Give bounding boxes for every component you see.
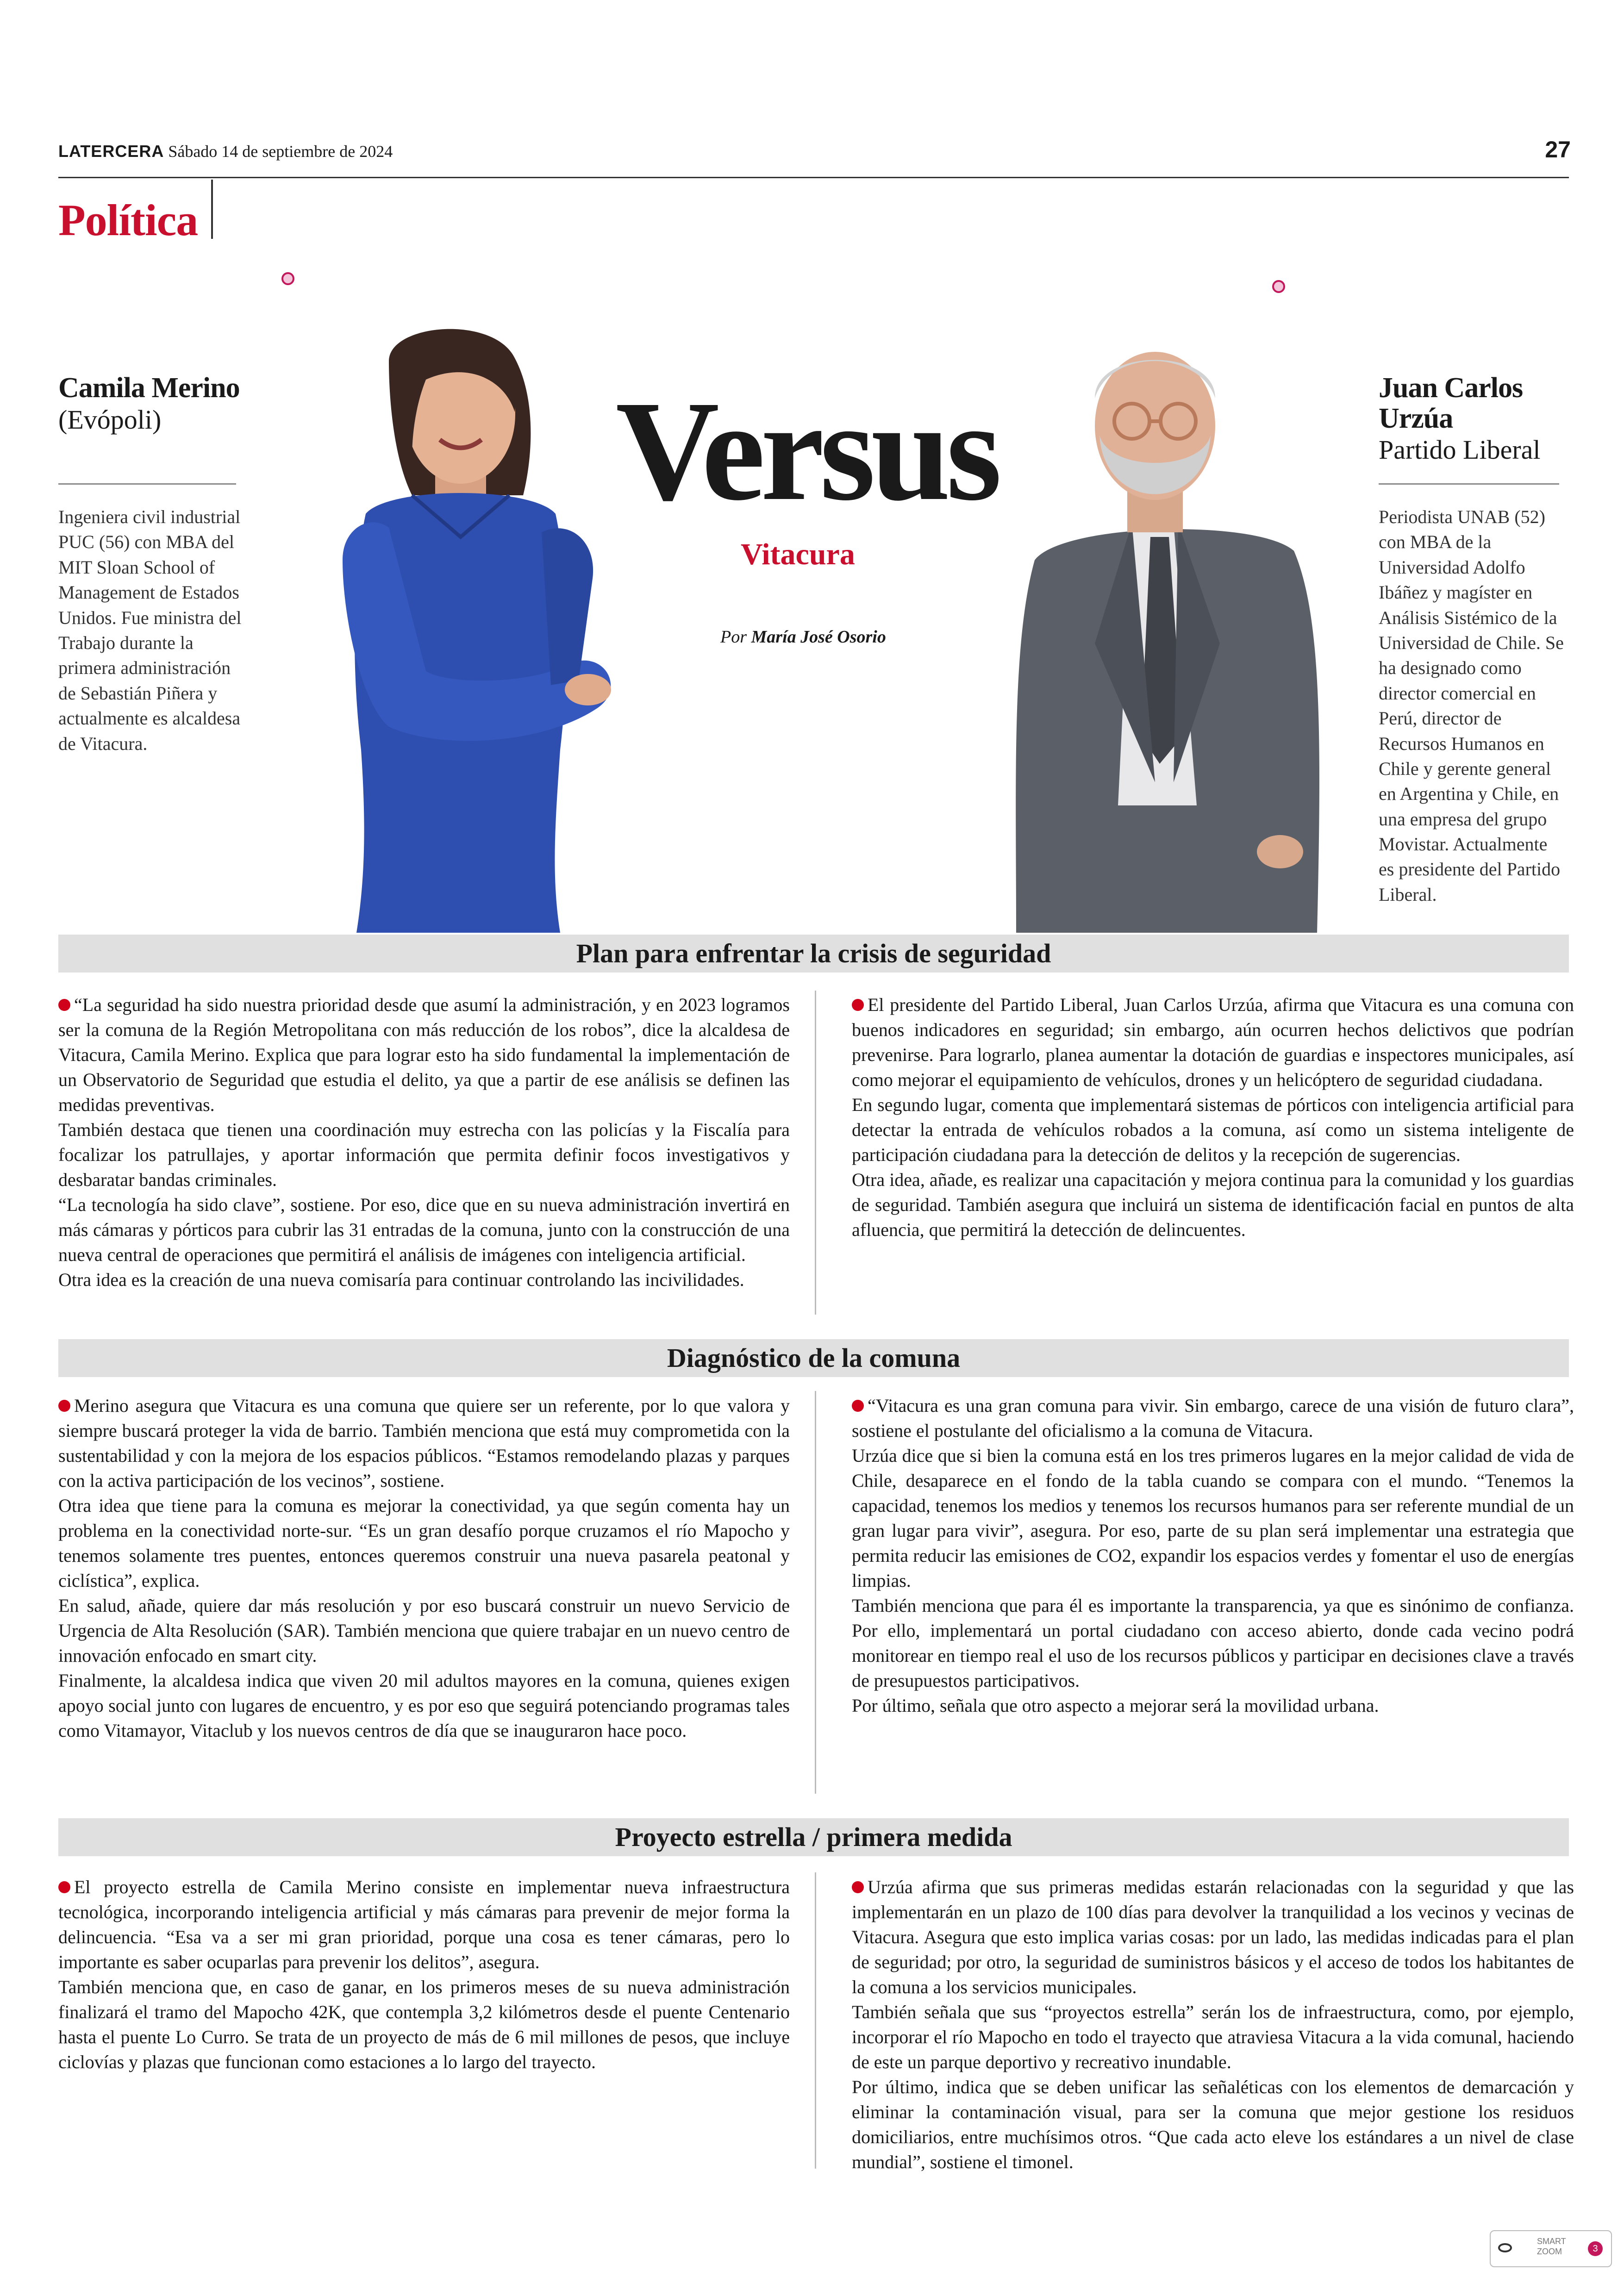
paragraph: “La tecnología ha sido clave”, sostiene. Por eso, dice que en su nueva administración invertirá en más cámaras y pórticos para cubrir las 31 entradas de la comuna, junto con la construcción de una nueva central de operaciones que permitirá el análisis de imágenes con inteligencia artificial.	[58, 1194, 790, 1265]
section-1-right-column	[852, 992, 1574, 1242]
photo-marker-icon[interactable]	[281, 272, 294, 285]
section-2-left-column	[58, 1393, 790, 1743]
page-title: Versus	[616, 372, 998, 530]
masthead	[58, 142, 393, 161]
bullet-icon	[58, 1881, 70, 1893]
paragraph: En salud, añade, quiere dar más resolución y por eso buscará construir un nuevo Servicio de Urgencia de Alta Resolución (SAR). También menciona que quiere trabajar en un nuevo centro de innovación enfocado en smart city.	[58, 1595, 790, 1666]
paragraph: También menciona que, en caso de ganar, en los primeros meses de su nueva administración finalizará el tramo del Mapocho 42K, que contempla 3,2 kilómetros desde el puente Centenario hasta el puente Lo Curro. Se trata de un proyecto de más de 6 mil millones de pesos, que incluye ciclovías y plazas que funcionan como estaciones a lo largo del trayecto.	[58, 1977, 790, 2072]
section-heading-band	[58, 1339, 1569, 1377]
section-heading: Proyecto estrella / primera medida	[615, 1822, 1012, 1852]
column-divider	[815, 1391, 816, 1794]
candidate-right-name-line2: Urzúa	[1379, 403, 1453, 434]
paragraph: Urzúa afirma que sus primeras medidas estarán relacionadas con la seguridad y que las implementarán en un plazo de 100 días para devolver la tranquilidad a los vecinos y vecinas de Vitacura. Asegura que esto implica varias cosas: por un lado, las medidas indicadas para el plan de seguridad; por otro, la seguridad de suministros básicos y el acceso de todos los habitantes de la comuna a los servicios municipales.	[852, 1877, 1574, 1997]
byline-prefix: Por	[720, 627, 747, 647]
section-label: Política	[58, 195, 198, 245]
paragraph: También menciona que para él es importante la transparencia, ya que es sinónimo de confianza. Por ello, implementará un portal ciudadano con acceso abierto, donde cada vecino podrá monitorear en tiempo real el uso de los recursos públicos y participar en decisiones clave a través de presupuestos participativos.	[852, 1595, 1574, 1691]
bullet-icon	[58, 999, 70, 1011]
candidate-left-photo	[273, 319, 671, 933]
column-divider	[815, 1872, 816, 2169]
candidate-right-rule	[1379, 483, 1559, 485]
eye-icon	[1498, 2243, 1512, 2252]
candidate-right-bio: Periodista UNAB (52) con MBA de la Universidad Adolfo Ibáñez y magíster en Análisis Sistémico de la Universidad de Chile. Se ha designado como director comercial en Perú, director de Recursos Humanos en Chile y gerente general en Argentina y Chile, en una empresa del grupo Movistar. Actualmente es presidente del Partido Liberal.	[1379, 506, 1564, 905]
page-number: 27	[1545, 137, 1571, 162]
paragraph: Por último, señala que otro aspecto a mejorar será la movilidad urbana.	[852, 1695, 1379, 1716]
section-3-left-column	[58, 1875, 790, 2075]
paragraph: En segundo lugar, comenta que implementará sistemas de pórticos con inteligencia artificial para detectar la entrada de vehículos robados a la comuna, así como un sistema inteligente de participación ciudadana para la detección de delitos y la recepción de sugerencias.	[852, 1094, 1574, 1165]
paragraph: El proyecto estrella de Camila Merino consiste en implementar nueva infraestructura tecnológica, incorporando inteligencia artificial y más cámaras para prevenir de mejor forma la delincuencia. “Esa va a ser mi gran prioridad, porque una cosa es tener cámaras, pero lo importante es saber ocuparlas para prevenir los delitos”, asegura.	[58, 1877, 790, 1972]
page-subtitle: Vitacura	[741, 537, 855, 571]
candidate-right-name-line1: Juan Carlos	[1379, 372, 1523, 404]
paragraph: También señala que sus “proyectos estrella” serán los de infraestructura, como, por ejemplo, incorporar el río Mapocho en todo el trayecto que atraviesa Vitacura a la vida comunal, haciendo de este un parque deportivo y recreativo inundable.	[852, 2002, 1574, 2072]
paragraph: El presidente del Partido Liberal, Juan Carlos Urzúa, afirma que Vitacura es una comuna con buenos indicadores en seguridad; sin embargo, aún ocurren hechos delictivos que podrían prevenirse. Para lograrlo, planea aumentar la dotación de guardias e inspectores municipales, así como mejorar el equipamiento de vehículos, drones y un helicóptero de seguridad ciudadana.	[852, 994, 1574, 1090]
column-divider	[815, 991, 816, 1315]
section-divider	[211, 180, 213, 239]
candidate-left-rule	[58, 483, 236, 485]
issue-date: Sábado 14 de septiembre de 2024	[168, 142, 393, 161]
paragraph: “La seguridad ha sido nuestra prioridad desde que asumí la administración, y en 2023 logramos ser la comuna de la Región Metropolitana con más reducción de los robos”, dice la alcaldesa de Vitacura, Camila Merino. Explica que para lograr esto ha sido fundamental la implementación de un Observatorio de Seguridad que estudia el delito, ya que a partir de ese análisis se definen las medidas preventivas.	[58, 994, 790, 1115]
candidate-left-name: Camila Merino	[58, 372, 240, 404]
paragraph: Por último, indica que se deben unificar las señaléticas con los elementos de demarcación y eliminar la contaminación visual, para ser la comuna que mejor gestione los residuos domiciliarios, entre muchísimos otros. “Que cada acto eleve los estándares a un nivel de clase mundial”, sostiene el timonel.	[852, 2077, 1574, 2172]
section-heading-band	[58, 1818, 1569, 1856]
bullet-icon	[58, 1400, 70, 1412]
candidate-right-party: Partido Liberal	[1379, 435, 1541, 465]
newspaper-brand: LATERCERA	[58, 142, 164, 161]
section-heading-band	[58, 935, 1569, 973]
paragraph: Otra idea es la creación de una nueva comisaría para continuar controlando las incivilidades.	[58, 1269, 744, 1290]
paragraph: Merino asegura que Vitacura es una comuna que quiere ser un referente, por lo que valora y siempre buscará proteger la vida de barrio. También menciona que está muy comprometida con la sustentabilidad y con la mejora de los espacios públicos. “Estamos remodelando plazas y parques con la activa participación de los vecinos”, sostiene.	[58, 1395, 790, 1491]
smart-zoom-label: SMART ZOOM	[1537, 2237, 1566, 2256]
paragraph: Otra idea que tiene para la comuna es mejorar la conectividad, ya que según comenta hay un problema en la conectividad norte-sur. “Es un gran desafío porque cruzamos el río Mapocho y tenemos solamente tres puentes, entonces queremos construir una nueva pasarela peatonal y ciclística”, explica.	[58, 1495, 790, 1591]
byline	[720, 627, 886, 647]
section-heading: Plan para enfrentar la crisis de seguridad	[576, 938, 1051, 968]
paragraph: Otra idea, añade, es realizar una capacitación y mejora continua para la comunidad y los guardias de seguridad. También asegura que incluirá un sistema de identificación facial en puntos de alta afluencia, que permitirá la detección de delincuentes.	[852, 1169, 1574, 1240]
smart-zoom-badge: 3	[1588, 2241, 1603, 2256]
section-heading: Diagnóstico de la comuna	[667, 1343, 961, 1373]
byline-author: María José Osorio	[751, 627, 886, 647]
smart-zoom-button[interactable]	[1490, 2230, 1612, 2267]
bullet-icon	[852, 999, 864, 1011]
paragraph: “Vitacura es una gran comuna para vivir. Sin embargo, carece de una visión de futuro clara”, sostiene el postulante del oficialismo a la comuna de Vitacura.	[852, 1395, 1574, 1441]
header-rule	[58, 177, 1569, 178]
bullet-icon	[852, 1881, 864, 1893]
photo-marker-icon[interactable]	[1272, 280, 1285, 293]
section-2-right-column	[852, 1393, 1574, 1718]
bullet-icon	[852, 1400, 864, 1412]
candidate-right-photo	[979, 319, 1359, 933]
section-1-left-column	[58, 992, 790, 1292]
paragraph: Urzúa dice que si bien la comuna está en los tres primeros lugares en la mejor calidad de vida de Chile, desaparece en el fondo de la tabla cuando se compara con el mundo. “Tenemos la capacidad, tenemos los medios y tenemos los recursos humanos para ser referente mundial de un gran lugar para vivir”, asegura. Por eso, parte de su plan será implementar una estrategia que permita reducir las emisiones de CO2, expandir los espacios verdes y fomentar el uso de energías limpias.	[852, 1445, 1574, 1591]
paragraph: Finalmente, la alcaldesa indica que viven 20 mil adultos mayores en la comuna, quienes exigen apoyo social junto con lugares de encuentro, y es por eso que seguirá potenciando programas tales como Vitamayor, Vitaclub y los nuevos centros de día que se inauguraron hace poco.	[58, 1670, 790, 1741]
candidate-left-party: (Evópoli)	[58, 405, 162, 435]
candidate-left-bio: Ingeniera civil industrial PUC (56) con MBA del MIT Sloan School of Management de Estados Unidos. Fue ministra del Trabajo durante la primera administración de Sebastián Piñera y actualmente es alcaldesa de Vitacura.	[58, 506, 242, 754]
paragraph: También destaca que tienen una coordinación muy estrecha con las policías y la Fiscalía para focalizar los patrullajes, y aportar información que permita definir focos investigativos y desbaratar bandas criminales.	[58, 1119, 790, 1190]
section-3-right-column	[852, 1875, 1574, 2175]
